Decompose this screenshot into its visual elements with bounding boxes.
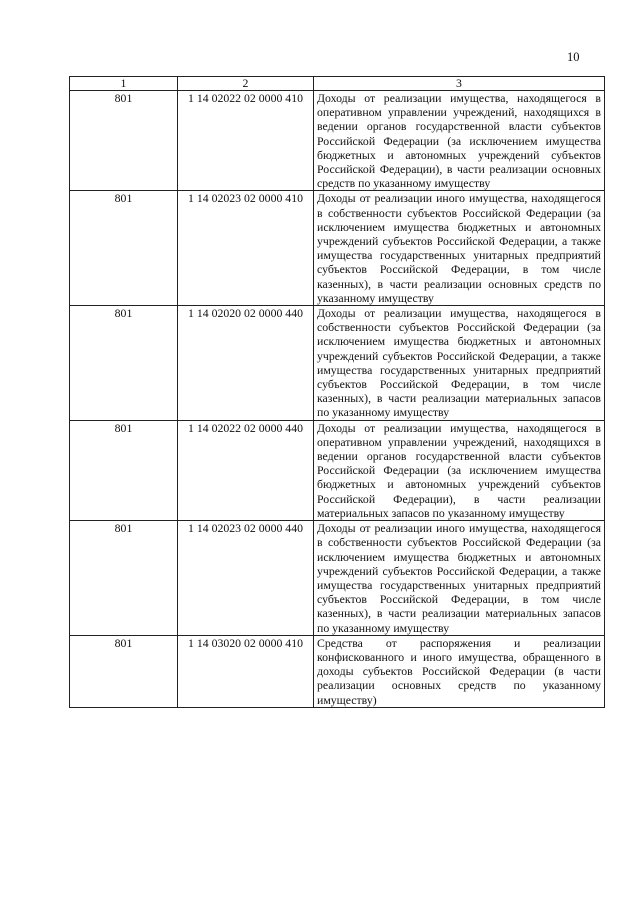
table-row [70,521,605,636]
table-row [70,635,605,707]
table-row [70,191,605,306]
admin-code-cell: 801 [70,635,178,707]
page-number: 10 [567,50,580,64]
revenue-name-cell: Доходы от реализации имущества, находящегося в оперативном управлении учреждений, находящихся в ведении органов государственной власти субъектов Российской Федерации (за исключением имущества бюджетных и автономных учреждений субъектов Российской Федерации), в части реализации материальных запасов по указанному имуществу [314,420,605,520]
revenue-code-cell: 1 14 02022 02 0000 410 [178,91,314,191]
admin-code-cell: 801 [70,191,178,306]
table-header-row [70,77,605,91]
revenue-name-cell: Доходы от реализации имущества, находящегося в собственности субъектов Российской Федерации (за исключением имущества бюджетных и автономных учреждений субъектов Российской Федерации, а также имущества государственных унитарных предприятий субъектов Российской Федерации, в том числе казенных), в части реализации материальных запасов по указанному имуществу [314,306,605,421]
revenue-code-cell: 1 14 02023 02 0000 410 [178,191,314,306]
table-row [70,91,605,191]
column-header-1: 1 [70,77,178,91]
revenue-name-cell: Средства от распоряжения и реализации конфискованного и иного имущества, обращенного в доходы субъектов Российской Федерации (в части реализации основных средств по указанному имуществу) [314,635,605,707]
revenue-name-cell: Доходы от реализации иного имущества, находящегося в собственности субъектов Российской Федерации (за исключением имущества бюджетных и автономных учреждений субъектов Российской Федерации, а также имущества государственных унитарных предприятий субъектов Российской Федерации, в том числе казенных), в части реализации материальных запасов по указанному имуществу [314,521,605,636]
revenue-code-cell: 1 14 03020 02 0000 410 [178,635,314,707]
revenue-name-cell: Доходы от реализации иного имущества, находящегося в собственности субъектов Российской Федерации (за исключением имущества бюджетных и автономных учреждений субъектов Российской Федерации, а также имущества государственных унитарных предприятий субъектов Российской Федерации, в том числе казенных), в части реализации основных средств по указанному имуществу [314,191,605,306]
revenue-code-cell: 1 14 02023 02 0000 440 [178,521,314,636]
revenue-code-table [69,76,605,708]
admin-code-cell: 801 [70,91,178,191]
admin-code-cell: 801 [70,521,178,636]
admin-code-cell: 801 [70,306,178,421]
revenue-code-cell: 1 14 02020 02 0000 440 [178,306,314,421]
column-header-3: 3 [314,77,605,91]
revenue-code-cell: 1 14 02022 02 0000 440 [178,420,314,520]
table-row [70,306,605,421]
admin-code-cell: 801 [70,420,178,520]
table-row [70,420,605,520]
revenue-name-cell: Доходы от реализации имущества, находящегося в оперативном управлении учреждений, находящихся в ведении органов государственной власти субъектов Российской Федерации (за исключением имущества бюджетных и автономных учреждений субъектов Российской Федерации), в части реализации основных средств по указанному имуществу [314,91,605,191]
column-header-2: 2 [178,77,314,91]
